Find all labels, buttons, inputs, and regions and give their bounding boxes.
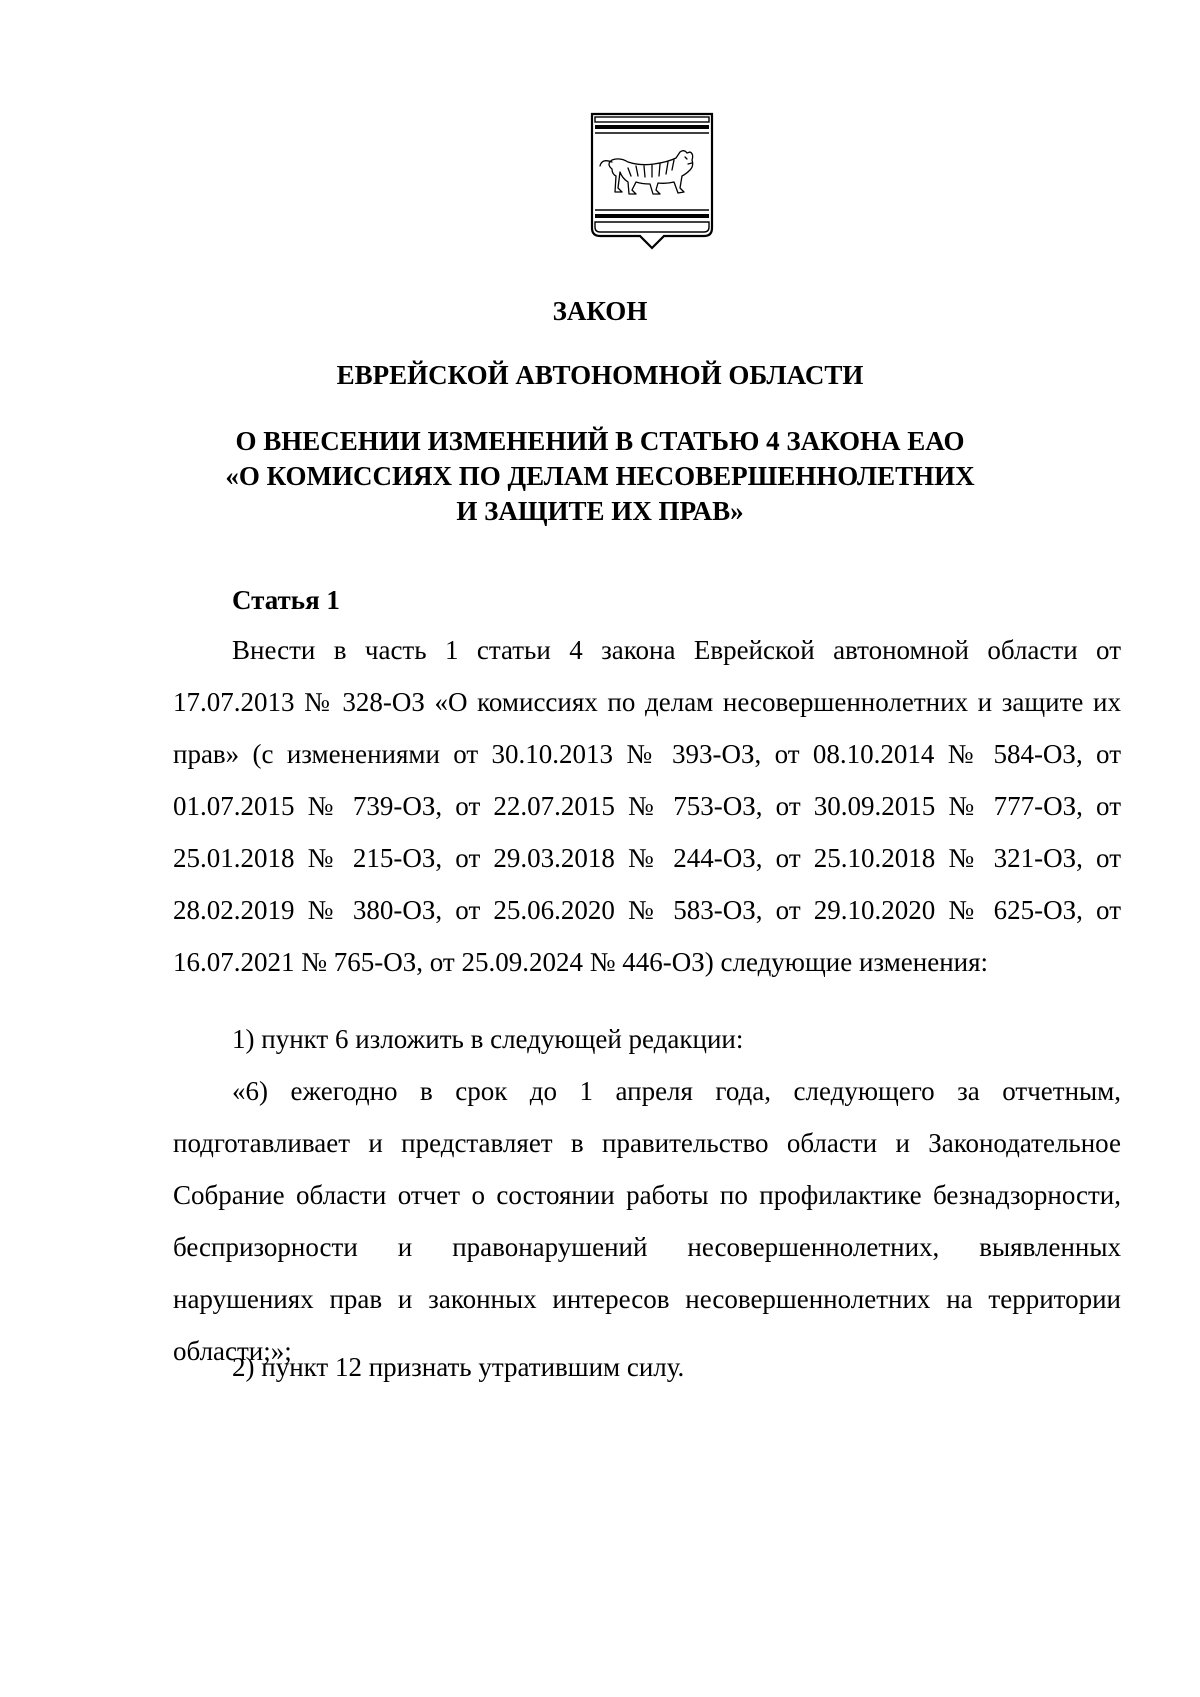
article-paragraph-main: Внести в часть 1 статьи 4 закона Еврейской автономной области от 17.07.2013 № 328-ОЗ «О комиссиях по делам несовершеннолетних и защите их прав» (с изменениями от 30.10.2013 № 393-ОЗ, от 08.10.2014 № 584-ОЗ, от 01.07.2015 № 739-ОЗ, от 22.07.2015 № 753-ОЗ, от 30.09.2015 № 777-ОЗ, от 25.01.2018 № 215-ОЗ, от 29.03.2018 № 244-ОЗ, от 25.10.2018 № 321-ОЗ, от 28.02.2019 № 380-ОЗ, от 25.06.2020 № 583-ОЗ, от 29.10.2020 № 625-ОЗ, от 16.07.2021 № 765-ОЗ, от 25.09.2024 № 446-ОЗ) следующие изменения: [173,635,1121,977]
law-title-line: «О КОМИССИЯХ ПО ДЕЛАМ НЕСОВЕРШЕННОЛЕТНИХ [225,461,975,491]
article-heading: Статья 1 [232,585,340,615]
law-title-line: И ЗАЩИТЕ ИХ ПРАВ» [456,496,744,526]
law-heading: ЗАКОН [552,296,648,326]
article-item-2: 2) пункт 12 признать утратившим силу. [232,1352,685,1382]
coat-of-arms-icon [588,110,716,260]
law-title [0,424,1200,529]
region-heading: ЕВРЕЙСКОЙ АВТОНОМНОЙ ОБЛАСТИ [336,360,864,390]
article-item-1: 1) пункт 6 изложить в следующей редакции: [232,1024,744,1054]
article-item-1-quote: «6) ежегодно в срок до 1 апреля года, следующего за отчетным, подготавливает и представляет в правительство области и Законодательное Собрание области отчет о состоянии работы по профилактике безнадзорности, беспризорности и правонарушений несовершеннолетних, выявленных нарушениях прав и законных интересов несовершеннолетних на территории области;»; [173,1076,1121,1366]
law-title-line: О ВНЕСЕНИИ ИЗМЕНЕНИЙ В СТАТЬЮ 4 ЗАКОНА ЕАО [235,426,965,456]
